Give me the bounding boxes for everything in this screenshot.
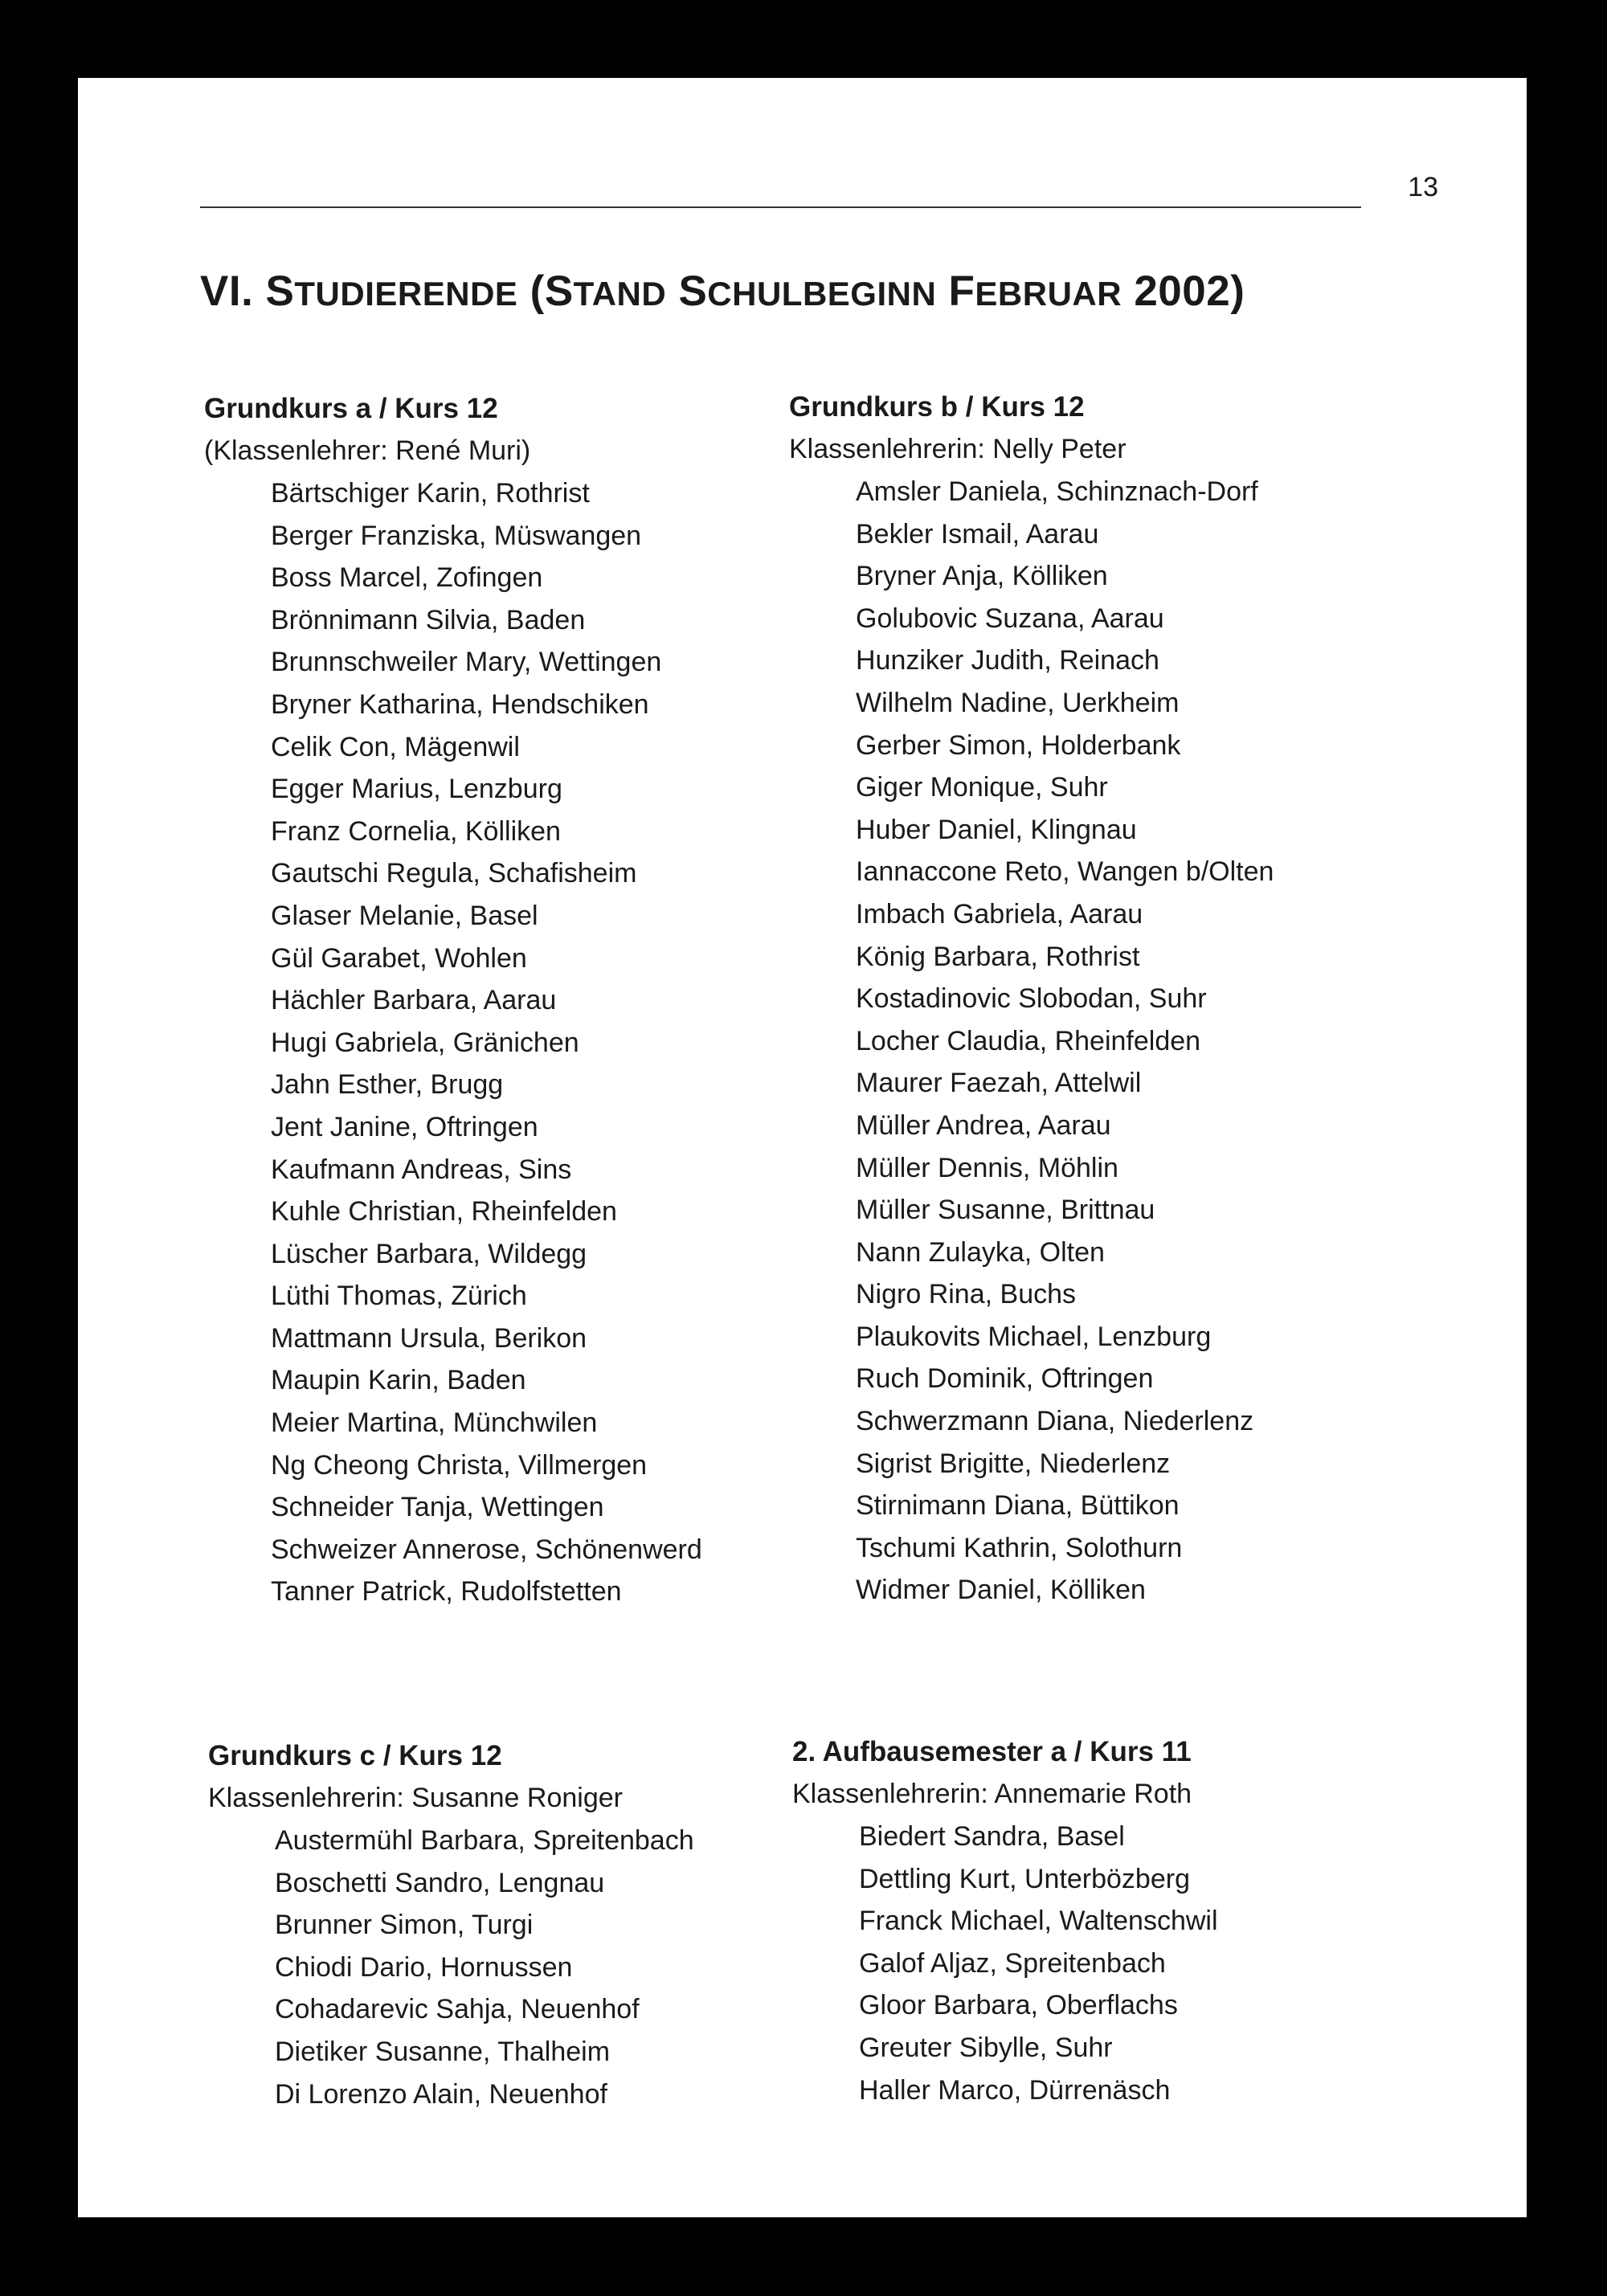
title-word: STUDIERENDE — [265, 268, 518, 315]
title-year: 2002) — [1134, 268, 1245, 315]
title-word: SCHULBEGINN — [678, 268, 937, 315]
student-entry: Nigro Rina, Buchs — [856, 1279, 1077, 1310]
student-entry: Gerber Simon, Holderbank — [856, 729, 1181, 761]
document-page — [78, 78, 1527, 2217]
student-entry: Meier Martina, Münchwilen — [271, 1407, 598, 1439]
student-entry: Lüthi Thomas, Zürich — [271, 1281, 527, 1312]
student-entry: Hächler Barbara, Aarau — [271, 985, 557, 1016]
student-entry: Jent Janine, Oftringen — [271, 1111, 538, 1142]
student-entry: Boschetti Sandro, Lengnau — [275, 1867, 605, 1898]
student-entry: Nann Zulayka, Olten — [856, 1236, 1105, 1268]
student-entry: Gloor Barbara, Oberflachs — [859, 1990, 1178, 2021]
class-heading: 2. Aufbausemester a / Kurs 11 — [792, 1736, 1192, 1767]
student-entry: Di Lorenzo Alain, Neuenhof — [275, 2078, 607, 2110]
student-entry: Maurer Faezah, Attelwil — [856, 1068, 1142, 1099]
student-entry: Tanner Patrick, Rudolfstetten — [271, 1576, 622, 1608]
student-entry: Sigrist Brigitte, Niederlenz — [856, 1448, 1171, 1479]
student-entry: Tschumi Kathrin, Solothurn — [856, 1532, 1183, 1563]
student-entry: Kostadinovic Slobodan, Suhr — [856, 983, 1207, 1015]
student-entry: Dettling Kurt, Unterbözberg — [859, 1863, 1190, 1894]
student-entry: Plaukovits Michael, Lenzburg — [856, 1321, 1212, 1352]
student-entry: Biedert Sandra, Basel — [859, 1821, 1125, 1852]
student-entry: Müller Susanne, Brittnau — [856, 1195, 1155, 1226]
student-entry: Brönnimann Silvia, Baden — [271, 604, 586, 635]
student-list — [208, 1820, 771, 2115]
student-entry: Amsler Daniela, Schinznach-Dorf — [856, 476, 1258, 507]
student-entry: Austermühl Barbara, Spreitenbach — [275, 1825, 694, 1856]
student-entry: Ruch Dominik, Oftringen — [856, 1363, 1154, 1395]
student-entry: Galof Aljaz, Spreitenbach — [859, 1947, 1166, 1979]
student-entry: Egger Marius, Lenzburg — [271, 774, 562, 805]
student-entry: Hugi Gabriela, Gränichen — [271, 1027, 579, 1058]
student-entry: Maupin Karin, Baden — [271, 1365, 526, 1396]
student-entry: Imbach Gabriela, Aarau — [856, 898, 1143, 929]
student-entry: Bryner Anja, Kölliken — [856, 561, 1108, 592]
title-prefix: VI. — [200, 268, 254, 315]
student-entry: Boss Marcel, Zofingen — [271, 562, 543, 594]
student-entry: Celik Con, Mägenwil — [271, 731, 520, 762]
student-entry: Kaufmann Andreas, Sins — [271, 1154, 572, 1185]
student-entry: Jahn Esther, Brugg — [271, 1069, 504, 1101]
student-entry: Giger Monique, Suhr — [856, 772, 1108, 803]
student-entry: Müller Andrea, Aarau — [856, 1109, 1111, 1141]
class-heading: Grundkurs b / Kurs 12 — [789, 391, 1085, 423]
class-heading: Grundkurs c / Kurs 12 — [208, 1740, 502, 1771]
student-entry: Chiodi Dario, Hornussen — [275, 1951, 573, 1983]
student-entry: König Barbara, Rothrist — [856, 941, 1140, 972]
student-entry: Wilhelm Nadine, Uerkheim — [856, 687, 1180, 718]
student-entry: Ng Cheong Christa, Villmergen — [271, 1449, 648, 1481]
student-entry: Locher Claudia, Rheinfelden — [856, 1025, 1201, 1056]
page-number: 13 — [1408, 172, 1438, 202]
student-entry: Hunziker Judith, Reinach — [856, 645, 1159, 676]
student-entry: Dietiker Susanne, Thalheim — [275, 2036, 611, 2067]
student-entry: Iannaccone Reto, Wangen b/Olten — [856, 856, 1274, 888]
student-entry: Berger Franziska, Müswangen — [271, 520, 642, 551]
title-word: FEBRUAR — [948, 268, 1122, 315]
student-entry: Huber Daniel, Klingnau — [856, 814, 1137, 845]
student-entry: Widmer Daniel, Kölliken — [856, 1575, 1146, 1606]
class-block-aufbausemester-a — [792, 1730, 1355, 2111]
student-entry: Bryner Katharina, Hendschiken — [271, 688, 649, 720]
student-entry: Stirnimann Diana, Büttikon — [856, 1490, 1180, 1522]
student-entry: Kuhle Christian, Rheinfelden — [271, 1196, 617, 1228]
student-entry: Golubovic Suzana, Aarau — [856, 603, 1164, 634]
title-word: (STAND — [530, 268, 667, 315]
class-teacher: Klassenlehrerin: Nelly Peter — [789, 434, 1127, 464]
class-block-grundkurs-b — [789, 386, 1351, 1612]
student-entry: Glaser Melanie, Basel — [271, 900, 538, 931]
class-heading: Grundkurs a / Kurs 12 — [204, 393, 498, 424]
class-teacher: (Klassenlehrer: René Muri) — [204, 435, 531, 466]
student-entry: Mattmann Ursula, Berikon — [271, 1322, 587, 1354]
student-entry: Cohadarevic Sahja, Neuenhof — [275, 1994, 640, 2025]
student-entry: Bekler Ismail, Aarau — [856, 518, 1099, 549]
student-entry: Schwerzmann Diana, Niederlenz — [856, 1406, 1254, 1437]
class-block-grundkurs-a — [204, 387, 767, 1613]
student-entry: Müller Dennis, Möhlin — [856, 1152, 1118, 1183]
student-entry: Schneider Tanja, Wettingen — [271, 1492, 604, 1523]
class-block-grundkurs-c — [208, 1734, 771, 2115]
student-entry: Gautschi Regula, Schafisheim — [271, 858, 637, 889]
class-teacher: Klassenlehrerin: Susanne Roniger — [208, 1783, 623, 1813]
student-entry: Gül Garabet, Wohlen — [271, 942, 527, 974]
student-entry: Lüscher Barbara, Wildegg — [271, 1238, 587, 1269]
student-entry: Greuter Sibylle, Suhr — [859, 2032, 1113, 2063]
student-list — [789, 471, 1351, 1612]
student-entry: Schweizer Annerose, Schönenwerd — [271, 1534, 702, 1565]
student-entry: Brunnschweiler Mary, Wettingen — [271, 647, 662, 678]
class-teacher: Klassenlehrerin: Annemarie Roth — [792, 1779, 1192, 1809]
student-entry: Franz Cornelia, Kölliken — [271, 815, 561, 847]
header-rule — [200, 206, 1361, 208]
student-list — [204, 472, 767, 1613]
student-entry: Franck Michael, Waltenschwil — [859, 1906, 1218, 1937]
student-list — [792, 1816, 1355, 2111]
student-entry: Bärtschiger Karin, Rothrist — [271, 478, 590, 509]
student-entry: Brunner Simon, Turgi — [275, 1910, 534, 1941]
student-entry: Haller Marco, Dürrenäsch — [859, 2074, 1171, 2106]
section-title — [200, 267, 1245, 316]
